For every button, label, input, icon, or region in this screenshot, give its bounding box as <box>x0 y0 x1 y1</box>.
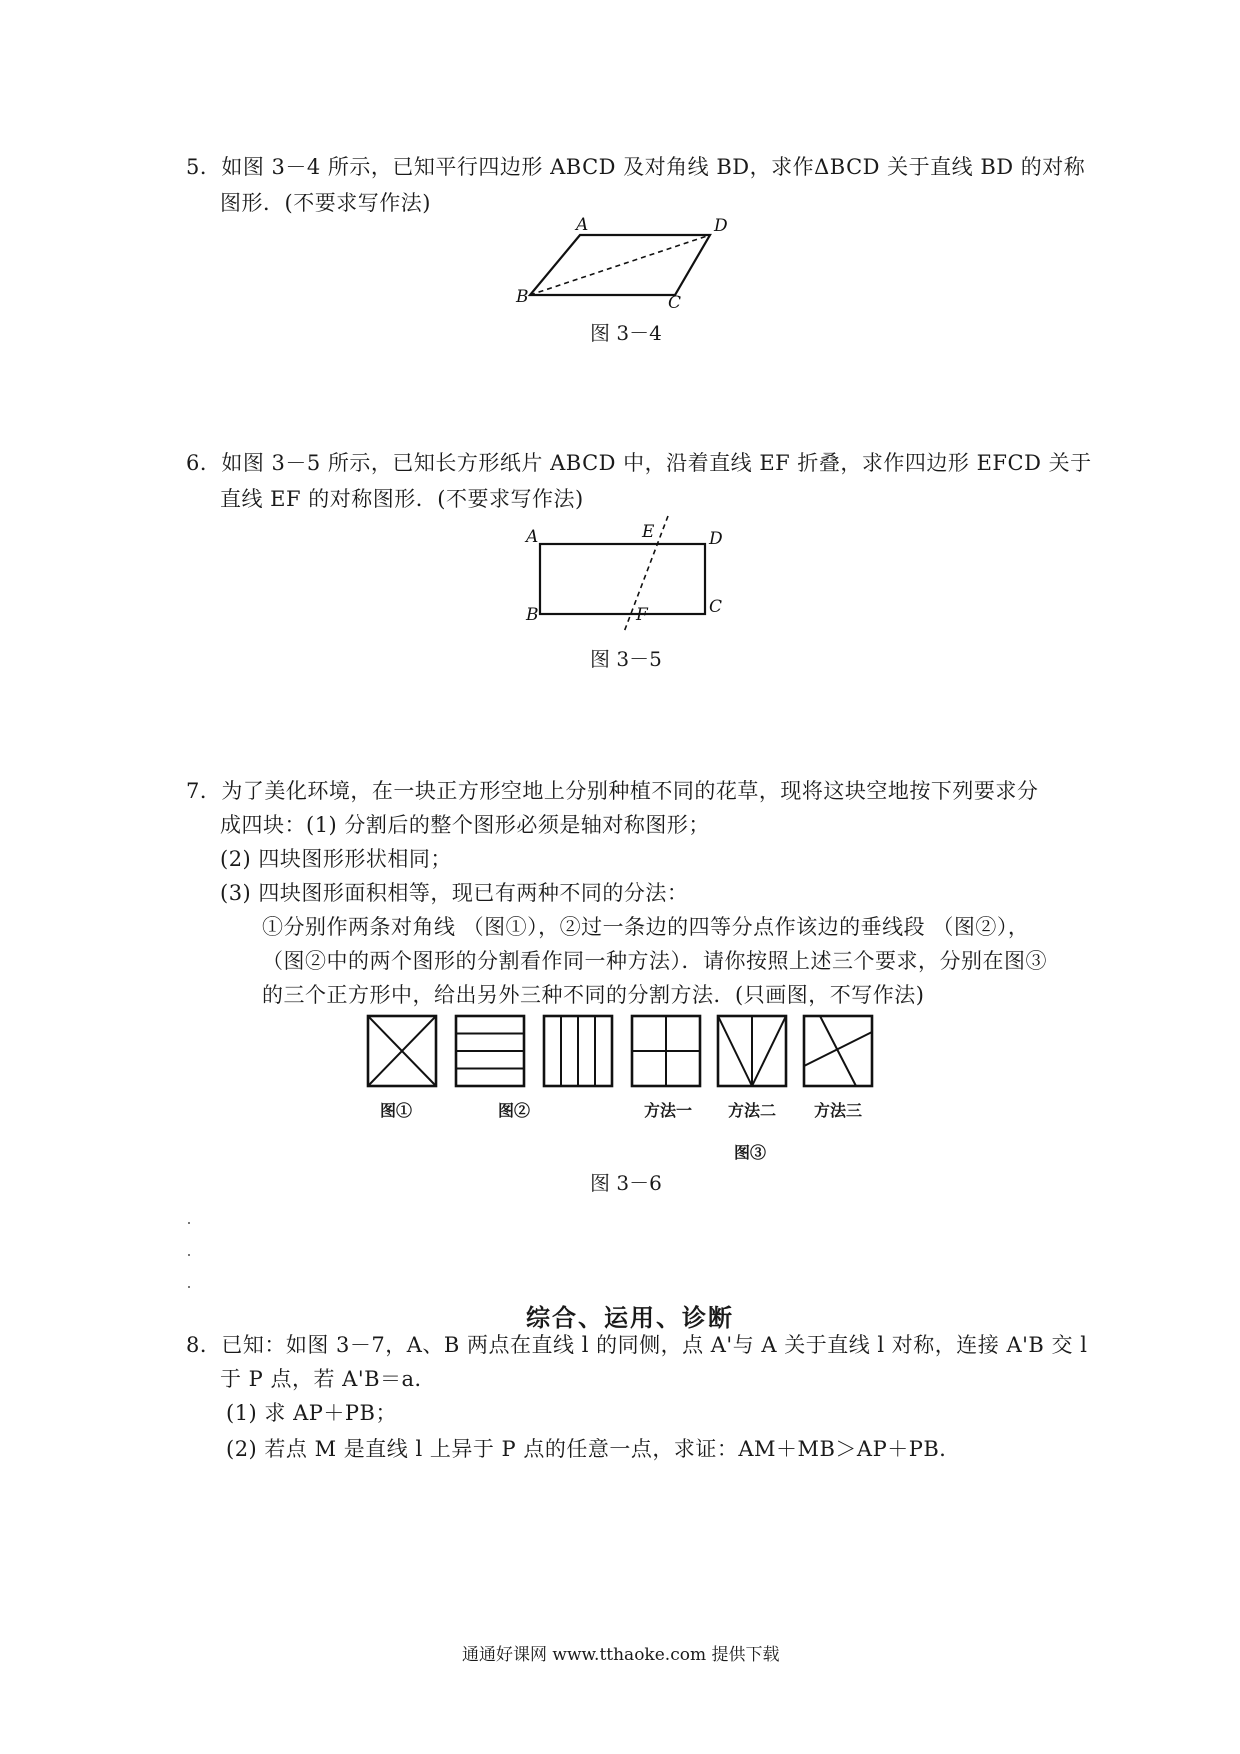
square-method1-cross <box>632 1016 700 1086</box>
page-footer: 通通好课网 www.tthaoke.com 提供下载 <box>462 1645 780 1665</box>
figure-3-4-parallelogram <box>510 215 750 313</box>
q6-text-line2: 直线 EF 的对称图形．(不要求写作法) <box>220 487 584 511</box>
square-fig2-vertical-strips <box>544 1016 612 1086</box>
square-fig2-horizontal-strips <box>456 1016 524 1086</box>
point-label-d: D <box>709 529 723 549</box>
label-fig2: 图② <box>498 1101 531 1120</box>
point-label-a: A <box>526 527 539 547</box>
q7-text-line4: (3) 四块图形面积相等，现已有两种不同的分法： <box>220 881 689 905</box>
section-heading: 综合、运用、诊断 <box>526 1303 734 1332</box>
figure-3-5-caption: 图 3－5 <box>590 647 662 671</box>
q6-text-line1: 6．如图 3－5 所示，已知长方形纸片 ABCD 中，沿着直线 EF 折叠，求作四边形 EFCD 关于 <box>186 451 1092 475</box>
label-fig1: 图① <box>380 1101 413 1120</box>
q8-text-line3: (1) 求 AP＋PB； <box>226 1401 397 1425</box>
label-method2: 方法二 <box>728 1101 777 1120</box>
q7-text-line6: （图②中的两个图形的分割看作同一种方法）．请你按照上述三个要求，分别在图③ <box>262 949 1047 973</box>
point-label-e: E <box>642 522 655 542</box>
figure-3-5-rectangle <box>520 512 730 632</box>
label-fig3: 图③ <box>734 1143 767 1162</box>
q7-text-line2: 成四块：(1) 分割后的整个图形必须是轴对称图形； <box>220 813 710 837</box>
q7-text-line3: (2) 四块图形形状相同； <box>220 847 452 871</box>
q8-text-line4: (2) 若点 M 是直线 l 上异于 P 点的任意一点，求证：AM＋MB＞AP＋PB． <box>226 1437 961 1461</box>
q7-text-line1: 7．为了美化环境，在一块正方形空地上分别种植不同的花草，现将这块空地按下列要求分 <box>186 779 1039 803</box>
point-label-d: D <box>714 216 728 236</box>
diagonal-bd <box>530 235 710 295</box>
q5-text-line2: 图形．(不要求写作法) <box>220 191 431 215</box>
point-label-c: C <box>668 293 682 313</box>
square-method2-triangles <box>718 1016 786 1086</box>
scan-speck <box>188 1222 190 1224</box>
point-label-f: F <box>636 605 648 625</box>
figure-3-4-caption: 图 3－4 <box>590 321 662 345</box>
figure-3-6-squares <box>364 1012 884 1098</box>
q5-text-line1: 5．如图 3－4 所示，已知平行四边形 ABCD 及对角线 BD，求作ΔBCD 关于直线 BD 的对称 <box>186 155 1086 179</box>
point-label-b: B <box>526 605 539 625</box>
square-method3-oblique <box>804 1016 872 1086</box>
q7-text-line7: 的三个正方形中，给出另外三种不同的分割方法．(只画图，不写作法) <box>262 983 925 1007</box>
point-label-c: C <box>709 597 723 617</box>
label-method1: 方法一 <box>644 1101 693 1120</box>
q8-text-line1: 8．已知：如图 3－7，A、B 两点在直线 l 的同侧，点 A'与 A 关于直线 l 对称，连接 A'B 交 l <box>186 1333 1088 1357</box>
q7-text-line5: ①分别作两条对角线 （图①），②过一条边的四等分点作该边的垂线段 （图②）， <box>262 915 1030 939</box>
scan-speck <box>188 1254 190 1256</box>
scan-speck <box>188 1286 190 1288</box>
rectangle-abcd <box>540 544 705 614</box>
point-label-a: A <box>576 215 589 235</box>
label-method3: 方法三 <box>814 1101 863 1120</box>
q8-text-line2: 于 P 点，若 A'B＝a． <box>220 1367 437 1391</box>
figure-3-6-caption: 图 3－6 <box>590 1171 662 1195</box>
point-label-b: B <box>516 287 529 307</box>
square-fig1-diagonals <box>368 1016 436 1086</box>
